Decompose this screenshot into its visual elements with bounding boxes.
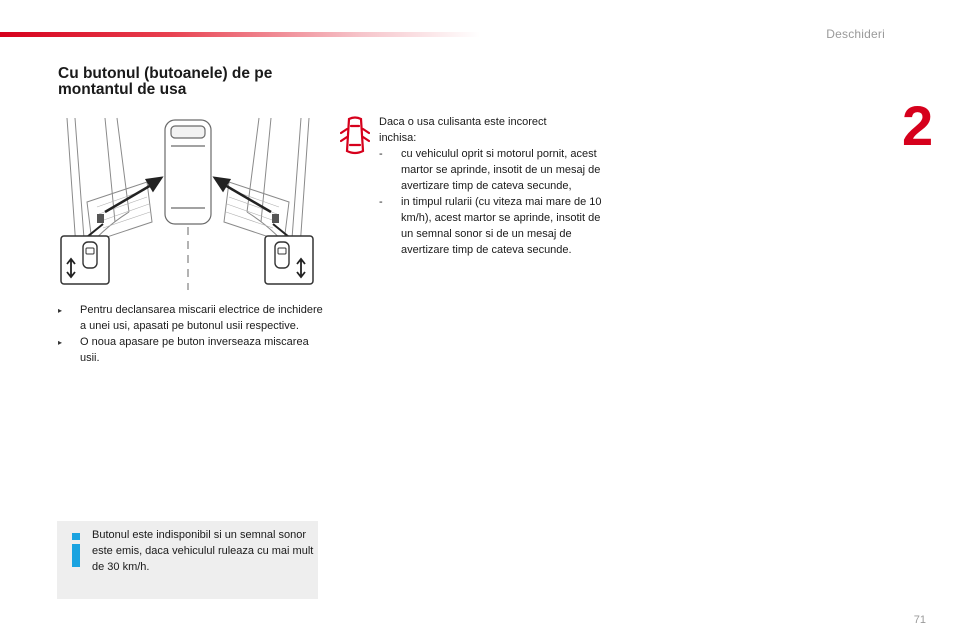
title-line-2: montantul de usa (58, 81, 187, 98)
bullet-arrow-icon: ▸ (58, 338, 63, 347)
sliding-door-illustration (57, 112, 319, 290)
instruction-list (58, 302, 323, 366)
warning-description (379, 114, 609, 258)
instruction-text: Pentru declansarea miscarii electrice de inchidere a unei usi, apasati pe butonul usii respective. (80, 304, 323, 332)
door-open-warning-icon (340, 115, 370, 157)
warning-item-text: in timpul rularii (cu viteza mai mare de 10 km/h), acest martor se aprinde, insotit de un semnal sonor si de un mesaj de avertizare timp de cateva secunde. (401, 196, 602, 256)
dash-marker: - (379, 148, 383, 160)
info-note-box (57, 521, 318, 599)
info-icon (69, 531, 83, 569)
dash-marker: - (379, 196, 383, 208)
right-door-button-callout (265, 224, 313, 284)
list-item (58, 334, 323, 366)
list-item (379, 146, 609, 194)
chapter-number: 2 (902, 94, 934, 157)
title-line-1: Cu butonul (butoanele) de pe (58, 65, 273, 82)
info-note-text: Butonul este indisponibil si un semnal sonor este emis, daca vehiculul ruleaza cu mai mult de 30 km/h. (92, 529, 314, 573)
section-title (58, 66, 318, 98)
section-name: Deschideri (826, 27, 885, 41)
header-red-bar (0, 32, 480, 37)
bullet-arrow-icon: ▸ (58, 306, 63, 315)
list-item (58, 302, 323, 334)
list-item (379, 194, 609, 258)
warning-lead: Daca o usa culisanta este incorect inchisa: (379, 116, 547, 144)
instruction-text: O noua apasare pe buton inverseaza miscarea usii. (80, 336, 309, 364)
warning-item-text: cu vehiculul oprit si motorul pornit, acest martor se aprinde, insotit de un mesaj de avertizare timp de cateva secunde, (401, 148, 601, 192)
van-top-view (165, 120, 211, 224)
page-number: 71 (913, 614, 926, 626)
